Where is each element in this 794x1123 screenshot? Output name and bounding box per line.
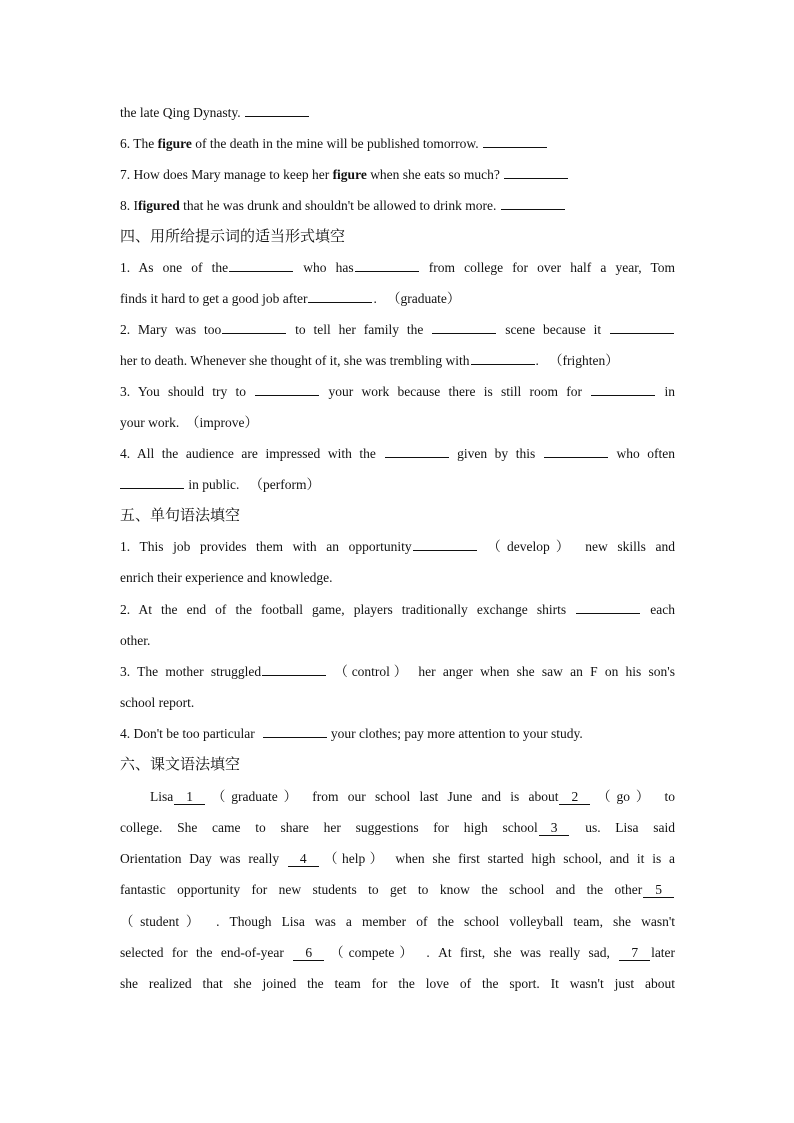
hint-word: （develop） <box>487 539 576 554</box>
keyword: figure <box>332 167 367 182</box>
s4-q1-line2: finds it hard to get a good job after . （graduate） <box>120 291 461 306</box>
numbered-blank-6[interactable]: 6 <box>293 946 324 961</box>
s5-q1-line1: 1. This job provides them with an opportunity （develop） new skills and <box>120 539 675 554</box>
answer-blank[interactable] <box>591 383 655 396</box>
s5-q2-line1: 2. At the end of the football game, players traditionally exchange shirts each <box>120 602 676 617</box>
passage-line-1: Lisa 1 （graduate） from our school last June and is about 2 （go） to <box>150 789 676 804</box>
answer-blank[interactable] <box>263 725 327 738</box>
item-7: 7. How does Mary manage to keep her figure when she eats so much? <box>120 159 675 190</box>
section-6-heading: 六、课文语法填空 <box>120 755 241 773</box>
numbered-blank-4[interactable]: 4 <box>288 852 319 867</box>
answer-blank[interactable] <box>120 476 184 489</box>
s4-q2-line2: her to death. Whenever she thought of it, she was trembling with . （frighten） <box>120 353 619 368</box>
numbered-blank-2[interactable]: 2 <box>559 790 590 805</box>
s5-q1-line2: enrich their experience and knowledge. <box>120 570 333 585</box>
hint-word: （go） <box>591 789 656 804</box>
passage-line-6: selected for the end-of-year 6 （compete） . At first, she was really sad, 7 later <box>120 945 676 960</box>
passage-line-5: （student） . Though Lisa was a member of the school volleyball team, she wasn't <box>120 914 676 929</box>
item-8: 8. Ifigured that he was drunk and shouldn't be allowed to drink more. <box>120 190 675 221</box>
answer-blank[interactable] <box>308 290 372 303</box>
s5-q2-line2: other. <box>120 633 151 648</box>
hint-word: （help） <box>319 851 388 866</box>
section-5-heading: 五、单句语法填空 <box>120 506 241 524</box>
item-6: 6. The figure of the death in the mine will be published tomorrow. <box>120 128 675 159</box>
answer-blank[interactable] <box>413 538 477 551</box>
numbered-blank-1[interactable]: 1 <box>174 790 205 805</box>
s4-q1-line1: 1. As one of the who has from college for over half a year, Tom <box>120 260 676 275</box>
item-5-continuation: the late Qing Dynasty. <box>120 97 675 128</box>
hint-word: （compete） <box>325 945 418 960</box>
passage-line-7: she realized that she joined the team for the love of the sport. It wasn't just about <box>120 976 675 991</box>
section-4-heading: 四、用所给提示词的适当形式填空 <box>120 227 346 245</box>
numbered-blank-3[interactable]: 3 <box>539 821 570 836</box>
hint-word: （improve） <box>186 415 258 430</box>
hint-word: （student） <box>120 914 207 929</box>
answer-blank[interactable] <box>262 663 326 676</box>
answer-blank[interactable] <box>222 321 286 334</box>
hint-word: （perform） <box>249 477 320 492</box>
hint-word: （graduate） <box>206 789 303 804</box>
answer-blank[interactable] <box>255 383 319 396</box>
answer-blank[interactable] <box>483 135 547 148</box>
answer-blank[interactable] <box>432 321 496 334</box>
answer-blank[interactable] <box>544 445 608 458</box>
s4-q3-line1: 3. You should try to your work because there is still room for in <box>120 384 675 399</box>
hint-word: （graduate） <box>386 291 461 306</box>
answer-blank[interactable] <box>610 321 674 334</box>
keyword: figure <box>157 136 192 151</box>
keyword: figured <box>138 198 180 213</box>
answer-blank[interactable] <box>229 259 293 272</box>
answer-blank[interactable] <box>504 166 568 179</box>
s5-q4: 4. Don't be too particular your clothes; pay more attention to your study. <box>120 726 583 741</box>
passage-line-4: fantastic opportunity for new students to get to know the school and the other 5 <box>120 874 675 905</box>
s5-q3-line2: school report. <box>120 695 195 710</box>
s4-q2-line1: 2. Mary was too to tell her family the scene because it <box>120 314 675 345</box>
answer-blank[interactable] <box>385 445 449 458</box>
s4-q4-line1: 4. All the audience are impressed with the given by this who often <box>120 446 676 461</box>
s4-q3-line2: your work. （improve） <box>120 415 258 430</box>
s5-q3-line1: 3. The mother struggled （control） her anger when she saw an F on his son's <box>120 664 675 679</box>
numbered-blank-7[interactable]: 7 <box>619 946 650 961</box>
numbered-blank-5[interactable]: 5 <box>643 883 674 898</box>
s4-q4-line2: in public. （perform） <box>120 469 675 500</box>
passage-line-3: Orientation Day was really 4 （help） when she first started high school, and it is a <box>120 851 676 866</box>
answer-blank[interactable] <box>471 352 535 365</box>
hint-word: （control） <box>334 664 412 679</box>
answer-blank[interactable] <box>355 259 419 272</box>
hint-word: （frighten） <box>549 353 619 368</box>
passage-line-2: college. She came to share her suggestions for high school 3 us. Lisa said <box>120 820 676 835</box>
answer-blank[interactable] <box>501 197 565 210</box>
answer-blank[interactable] <box>245 104 309 117</box>
answer-blank[interactable] <box>576 601 640 614</box>
